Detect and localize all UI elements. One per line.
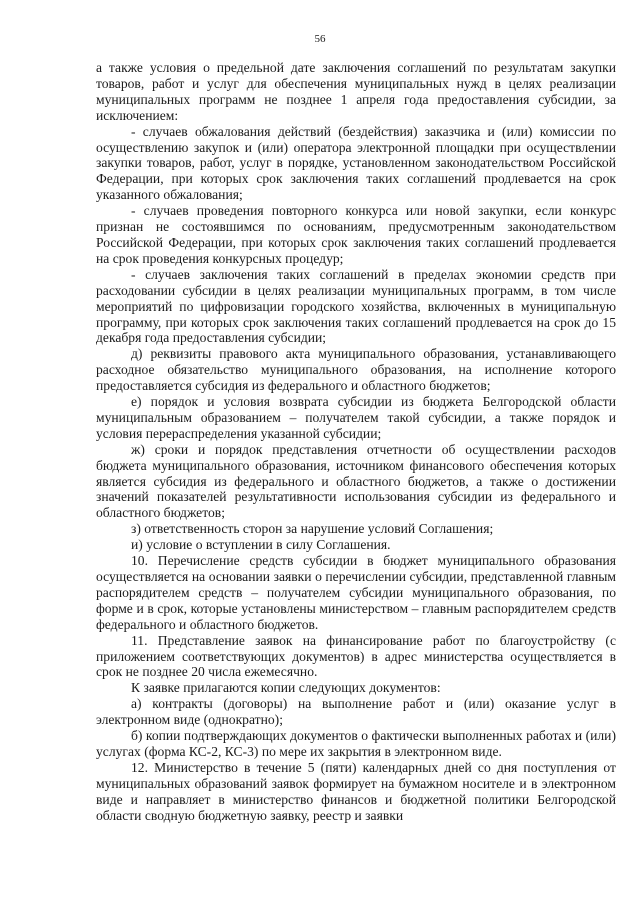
paragraph-item-e: е) порядок и условия возврата субсидии из бюджета Белгородской области муниципальным образованием – получателем такой субсидии, а также порядок и условия перераспределения указанной субсидии; — [96, 394, 616, 441]
paragraph-attachment-b: б) копии подтверждающих документов о фактически выполненных работах и (или) услугах (форма КС-2, КС-3) по мере их закрытия в электронном виде. — [96, 728, 616, 759]
page-number: 56 — [314, 33, 326, 45]
paragraph-item-i: и) условие о вступлении в силу Соглашения. — [131, 537, 391, 553]
paragraph-attachments-intro: К заявке прилагаются копии следующих документов: — [131, 680, 441, 696]
paragraph-exception-repeat-tender: - случаев проведения повторного конкурса или новой закупки, если конкурс признан не состоявшимся по основаниям, предусмотренным законодательством Российской Федерации, при которых срок заключения таких соглашений продлевается на срок проведения конкурсных процедур; — [96, 203, 616, 266]
paragraph-item-zh: ж) сроки и порядок представления отчетности об осуществлении расходов бюджета муниципального образования, источником финансового обеспечения которых является субсидия из федерального и областного бюджетов, а также о достижении значений показателей результативности использования субсидии из федерального и областного бюджетов; — [96, 441, 616, 521]
paragraph-section-11: 11. Представление заявок на финансирование работ по благоустройству (с приложением соответствующих документов) в адрес министерства осуществляется в срок не позднее 20 числа ежемесячно. — [96, 632, 616, 680]
document-body — [96, 60, 616, 824]
paragraph-exception-savings: - случаев заключения таких соглашений в пределах экономии средств при расходовании субсидии в целях реализации муниципальных программ, в том числе мероприятий по цифровизации городского хозяйства, включенных в муниципальную программу, при которых срок заключения таких соглашений продлевается на срок до 15 декабря года предоставления субсидии; — [96, 266, 616, 346]
paragraph-item-z: з) ответственность сторон за нарушение условий Соглашения; — [131, 521, 494, 537]
paragraph-intro: а также условия о предельной дате заключения соглашений по результатам закупки товаров, работ и услуг для обеспечения муниципальных нужд в целях реализации муниципальных программ не позднее 1 апреля года предоставления субсидии, за исключением: — [96, 60, 616, 123]
paragraph-attachment-a: а) контракты (договоры) на выполнение работ и (или) оказание услуг в электронном виде (однократно); — [96, 696, 616, 728]
paragraph-exception-appeal: - случаев обжалования действий (бездействия) заказчика и (или) комиссии по осуществлению закупок и (или) оператора электронной площадки при осуществлении закупки товаров, работ, услуг в порядке, установленном законодательством Российской Федерации, при которых срок заключения таких соглашений продлевается на срок указанного обжалования; — [96, 123, 616, 203]
paragraph-item-d: д) реквизиты правового акта муниципального образования, устанавливающего расходное обязательство муниципального образования, на исполнение которого предоставляется субсидия из федерального и областного бюджетов; — [96, 346, 616, 394]
paragraph-section-12: 12. Министерство в течение 5 (пяти) календарных дней со дня поступления от муниципальных образований заявок формирует на бумажном носителе и в электронном виде и направляет в министерство финансов и бюджетной политики Белгородской области сводную бюджетную заявку, реестр и заявки — [96, 759, 616, 823]
paragraph-section-10: 10. Перечисление средств субсидии в бюджет муниципального образования осуществляется на основании заявки о перечислении субсидии, представленной главным распорядителем средств – получателем субсидии муниципального образования, по форме и в срок, которые установлены министерством – главным распорядителем средств федерального и областного бюджетов. — [96, 553, 616, 632]
